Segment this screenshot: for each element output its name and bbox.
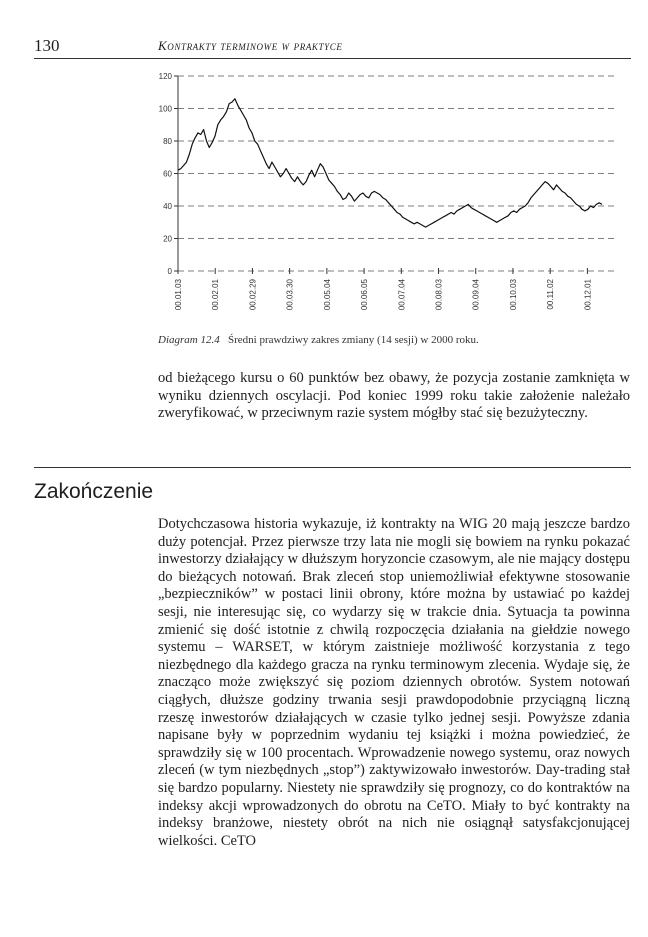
y-tick-label: 0 (167, 267, 172, 276)
section-rule (34, 467, 631, 468)
x-tick-label: 00.05.04 (322, 279, 332, 311)
x-tick-label: 00.02.29 (248, 279, 258, 311)
x-tick-label: 00.08.03 (434, 279, 444, 311)
y-tick-label: 60 (163, 169, 172, 179)
y-tick-label: 40 (163, 202, 172, 211)
x-tick-label: 00.03.30 (285, 279, 295, 311)
x-tick-label: 00.01.03 (174, 279, 183, 311)
x-tick-label: 00.12.01 (583, 279, 593, 311)
paragraph-intro: od bieżącego kursu o 60 punktów bez obawy, że pozycja zostanie zamknięta w wyniku dziennych oscylacji. Pod koniec 1999 roku takie założenie należało zweryfikować, w przeciwnym razie system mógłby stać się bezużyteczny. (158, 370, 630, 422)
series-line (178, 99, 602, 227)
section-title: Zakończenie (34, 480, 154, 503)
line-chart (150, 66, 630, 328)
x-tick-label: 00.09.04 (471, 279, 481, 311)
page-number: 130 (34, 36, 60, 55)
x-tick-label: 00.02.01 (211, 279, 221, 311)
x-tick-label: 00.07.04 (397, 279, 407, 311)
caption-label: Diagram 12.4 (158, 334, 220, 346)
x-tick-label: 00.06.05 (360, 279, 370, 311)
figure-caption (158, 334, 479, 346)
caption-text: Średni prawdziwy zakres zmiany (14 sesji) w 2000 roku. (227, 334, 479, 346)
y-tick-label: 120 (158, 72, 172, 81)
header-rule (34, 58, 631, 59)
x-tick-label: 00.10.03 (508, 279, 518, 311)
x-tick-label: 00.11.02 (546, 279, 556, 310)
paragraph-conclusion: Dotychczasowa historia wykazuje, iż kontrakty na WIG 20 mają jeszcze bardzo duży potencjał. Przez pierwsze trzy lata nie mogli się bowiem na rynku pokazać inwestorzy działający w dłuższym horyzoncie czasowym, ale nie mający dostępu do bieżących notowań. Brak zleceń stop uniemożliwiał efektywne stosowanie „bezpieczników” w postaci linii obrony, które można by ustawiać po każdej sesji, nie interesując się, co wydarzy się w trakcie dnia. Sytuacja ta powinna zmienić się dość istotnie z chwilą rozpoczęcia działania na giełdzie nowego systemu – WARSET, w którym zaistnieje możliwość korzystania z tego niezbędnego dla każdego gracza na rynku terminowym zlecenia. Wydaje się, że znacząco może zwiększyć się poziom dziennych obrotów. System notowań ciągłych, dłuższe godziny trwania sesji prawdopodobnie przyciągną liczną rzeszę inwestorów działających w czasie tylko jednej sesji. Powyższe zdania napisane były w poprzednim wydaniu tej książki i można powiedzieć, że sprawdziły się w 100 procentach. Wprowadzenie nowego systemu, oraz nowych zleceń (w tym niezbędnych „stop”) zaktywizowało inwestorów. Day-trading stał się bardzo popularny. Niestety nie sprawdziły się prognozy, co do kontraktów na indeksy akcji wprowadzonych do obrotu na CeTO. Miały to być kontrakty na indeksy branżowe, niestety obrót na nich nie osiągnął satysfakcjonującej wielkości. CeTO (158, 516, 630, 849)
y-tick-label: 20 (163, 234, 172, 244)
running-head: Kontrakty terminowe w praktyce (158, 38, 343, 53)
y-tick-label: 100 (158, 104, 172, 114)
y-tick-label: 80 (163, 137, 172, 146)
